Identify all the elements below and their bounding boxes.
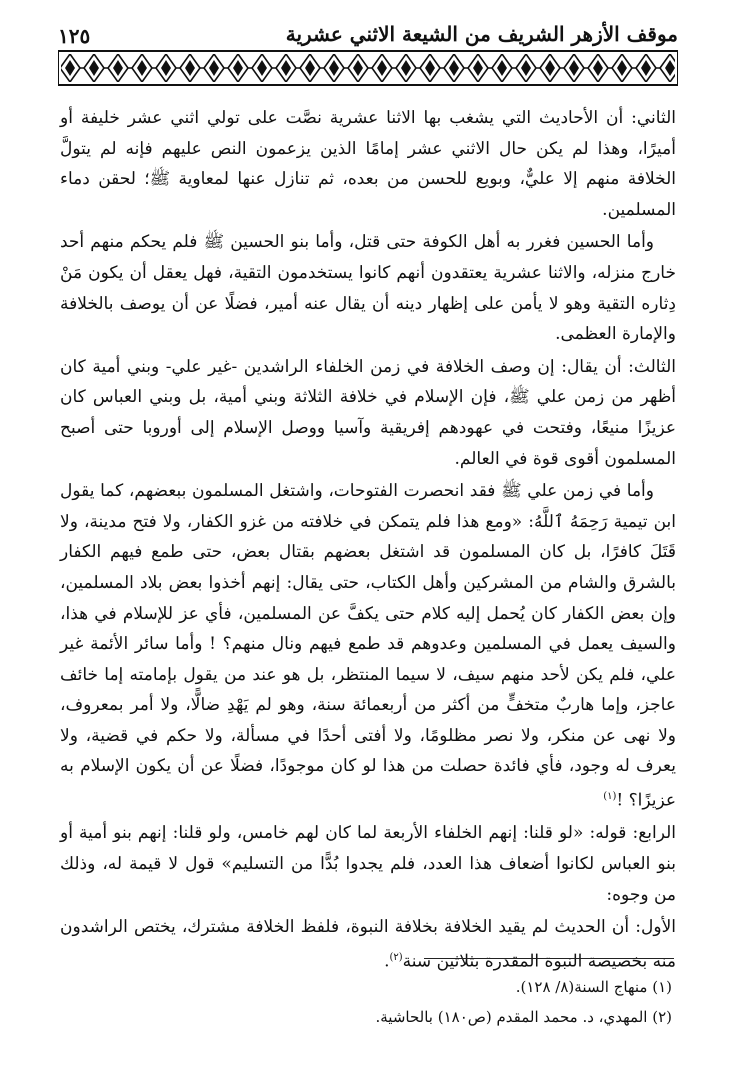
page-body	[60, 103, 676, 979]
footnote-divider	[424, 958, 674, 959]
paragraph-ali-era-text: وأما في زمن علي ﷺ فقد انحصرت الفتوحات، واشتغل المسلمون ببعضهم، كما يقول ابن تيمية رَحِمَهُ ٱللَّهُ: «ومع هذا فلم يتمكن في خلافته من غزو الكفار، ولا فتح مدينة، ولا قَتَلَ كافرًا، بل كان المسلمون قد اشتغل بعضهم بقتال بعض، حتى طمع فيهم الكفار بالشرق والشام من المشركين وأهل الكتاب، حتى يقال: إنهم أخذوا بعض بلاد المسلمين، وإن بعض الكفار كان يُحمل إليه كلام حتى يكفَّ عن المسلمين، فأي عز للإسلام في هذا، والسيف يعمل في المسلمين وعدوهم قد طمع فيهم ونال منهم؟ ! وأما سائر الأئمة غير علي، فلم يكن لأحد منهم سيف، لا سيما المنتظر، بل هو عند من يقول بإمامته إما خائف عاجز، وإما هاربٌ متخفٍّ من أكثر من أربعمائة سنة، وهو لم يَهْدِ ضالًّا، ولا أمر بمعروف، ولا نهى عن منكر، ولا نصر مظلومًا، ولا أفتى أحدًا في مسألة، ولا حكم في قضية، ولا يعرف له وجود، فأي فائدة حصلت من هذا لو كان موجودًا، فضلًا عن أن يكون الإسلام به عزيزًا؟ !	[60, 481, 676, 811]
paragraph-first-aspect-end: .	[384, 951, 390, 972]
footnote-ref-1: (١)	[603, 791, 617, 803]
paragraph-ali-era	[60, 476, 676, 818]
paragraph-second-point: الثاني: أن الأحاديث التي يشغب بها الاثنا عشرية نصَّت على تولي اثني عشر خليفة أو أميرًا، وهذا لم يكن حال الاثني عشر إمامًا الذين يزعمون النص عليهم فإنه لم يتولَّ الخلافة منهم إلا عليٌّ، وبويع للحسن من بعده، ثم تنازل عنها لمعاوية ﷺ؛ لحقن دماء المسلمين.	[60, 108, 676, 220]
footnote-2: (٢) المهدي، د. محمد المقدم (ص١٨٠) بالحاشية.	[375, 1008, 672, 1026]
header-ornament	[58, 50, 678, 86]
paragraph-first-aspect	[60, 912, 676, 979]
footnotes	[72, 972, 672, 1032]
footnote-1: (١) منهاج السنة(٨/ ١٢٨).	[515, 978, 672, 996]
paragraph-first-aspect-text: الأول: أن الحديث لم يقيد الخلافة بخلافة النبوة، فلفظ الخلافة مشترك، يختص الراشدون منه بخصيصة النبوة المقدرة بثلاثين سنة	[60, 917, 676, 972]
running-title: موقف الأزهر الشريف من الشيعة الاثني عشرية	[285, 22, 678, 46]
running-header	[58, 22, 678, 52]
paragraph-third-point: الثالث: أن يقال: إن وصف الخلافة في زمن الخلفاء الراشدين -غير علي- وبني أمية كان أظهر من زمن علي ﷺ، فإن الإسلام في خلافة الثلاثة وبني أمية، بل وبني العباس كان عزيزًا منيعًا، وفتحت في عهودهم إفريقية وآسيا ووصل الإسلام إلى أوروبا حتى أصبح المسلمون أقوى قوة في العالم.	[60, 356, 676, 469]
page-number: ١٢٥	[58, 24, 91, 48]
paragraph-fourth-point: الرابع: قوله: «لو قلنا: إنهم الخلفاء الأربعة لما كان لهم خامس، ولو قلنا: إنهم بنو أمية أو بنو العباس لكانوا أضعاف هذا العدد، فلم يجدوا بُدًّا من التسليم» قول لا قيمة له، وذلك من وجوه:	[60, 823, 676, 905]
paragraph-husayn: وأما الحسين فغرر به أهل الكوفة حتى قتل، وأما بنو الحسين ﷺ فلم يحكم منهم أحد خارج منزله، والاثنا عشرية يعتقدون أنهم كانوا يستخدمون التقية، فهل يعقل أن يكون مَنْ دِثاره التقية وهو لا يأمن على إظهار دينه أن يقال عنه أمير، فضلًا عن أن يوصف بالخلافة والإمارة العظمى.	[60, 232, 676, 345]
footnote-ref-2: (٢)	[389, 951, 403, 963]
